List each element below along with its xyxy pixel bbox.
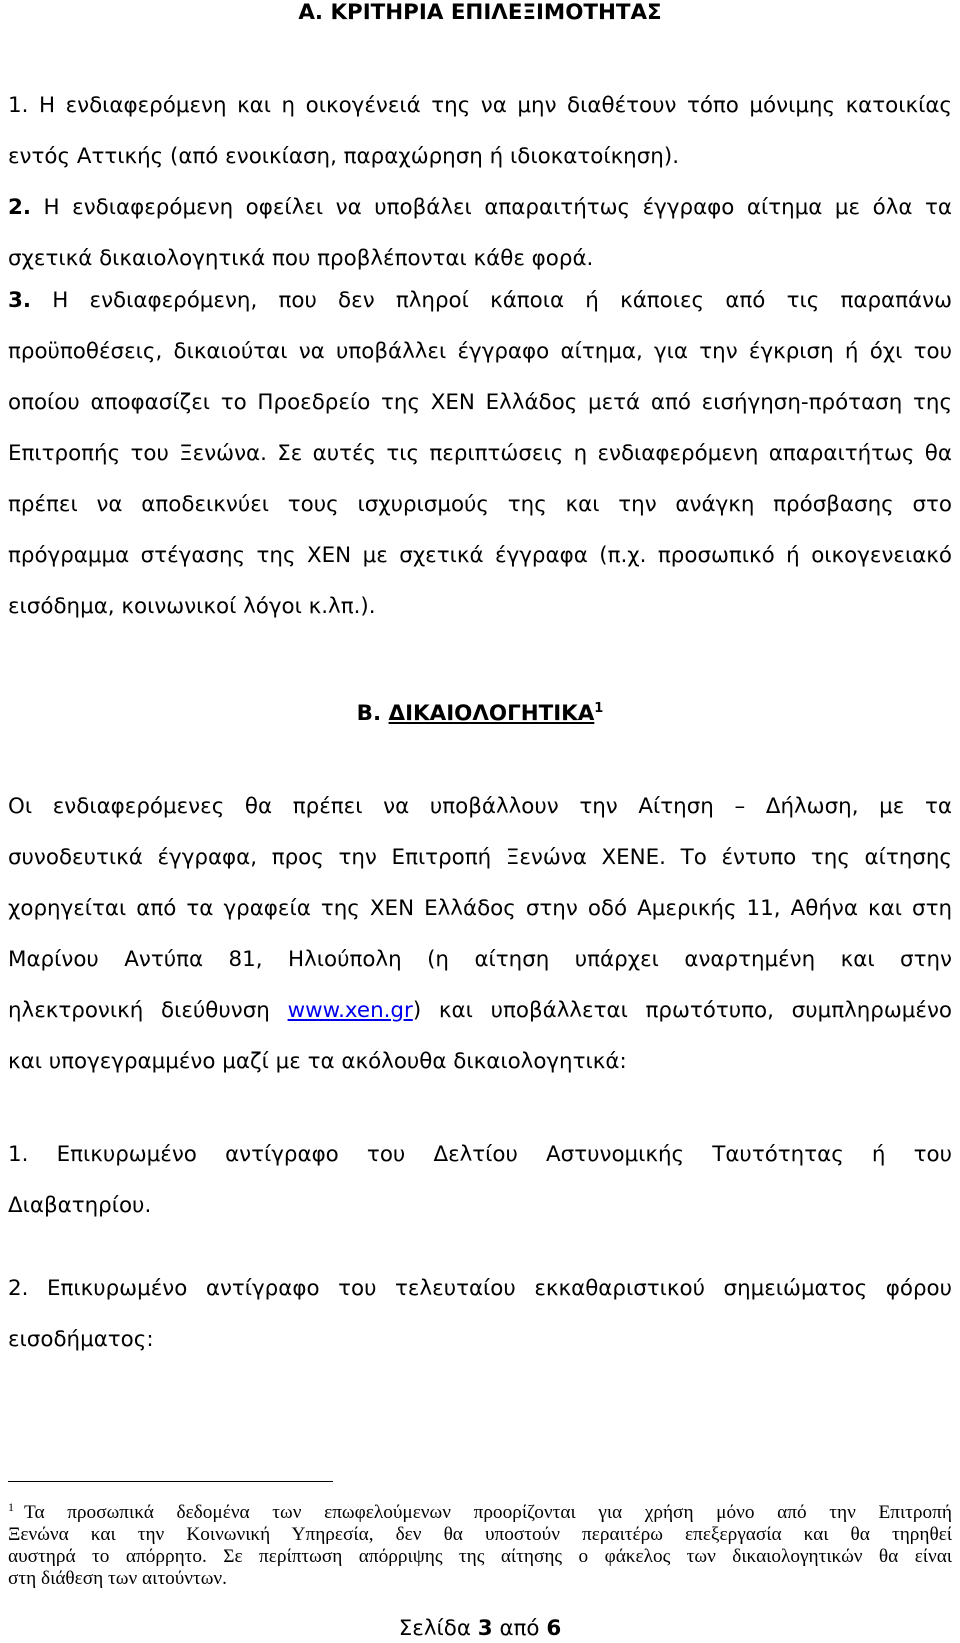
intro-line-5-before: ηλεκτρονική διεύθυνση — [8, 998, 288, 1023]
criterion-2-text: Η ενδιαφερόμενη οφείλει να υποβάλει απαραιτήτως έγγραφο αίτημα με όλα τα — [31, 195, 952, 220]
intro-line-5-after: ) και υποβάλλεται πρωτότυπο, συμπληρωμένο — [412, 998, 953, 1023]
page-number-total: 6 — [546, 1616, 562, 1641]
criterion-3-number: 3. — [8, 288, 32, 313]
section-b-title: ΔΙΚΑΙΟΛΟΓΗΤΙΚΑ — [388, 701, 595, 726]
intro-line-4: Μαρίνου Αντύπα 81, Ηλιούπολη (η αίτηση υπάρχει αναρτημένη και στην — [8, 947, 952, 972]
criterion-2-number: 2. — [8, 195, 32, 220]
criterion-2-line-1 — [8, 195, 952, 221]
page-number — [0, 1616, 960, 1642]
intro-line-1: Οι ενδιαφερόμενες θα πρέπει να υποβάλλουν την Αίτηση – Δήλωση, με τα — [8, 794, 952, 819]
footnote-separator — [8, 1481, 333, 1482]
page-number-current: 3 — [477, 1616, 493, 1641]
page-number-prefix: Σελίδα — [398, 1616, 478, 1641]
footnote-line-4: στη διάθεση των αιτούντων. — [8, 1568, 227, 1589]
criterion-3-line-6: πρόγραμμα στέγασης της ΧΕΝ με σχετικά έγγραφα (π.χ. προσωπικό ή οικογενειακό — [8, 543, 952, 568]
intro-line-6: και υπογεγραμμένο μαζί με τα ακόλουθα δικαιολογητικά: — [8, 1049, 627, 1074]
intro-line-3: χορηγείται από τα γραφεία της ΧΕΝ Ελλάδος στην οδό Αμερικής 11, Αθήνα και στη — [8, 896, 952, 921]
criterion-3-line-5: πρέπει να αποδεικνύει τους ισχυρισμούς της και την ανάγκη πρόσβασης στο — [8, 492, 952, 517]
criterion-1-line-1: 1. Η ενδιαφερόμενη και η οικογένειά της να μην διαθέτουν τόπο μόνιμης κατοικίας — [8, 93, 952, 118]
website-link[interactable]: www.xen.gr — [287, 998, 413, 1023]
criterion-3-line-7: εισόδημα, κοινωνικοί λόγοι κ.λπ.). — [8, 594, 376, 619]
intro-line-5 — [8, 998, 952, 1024]
intro-line-2: συνοδευτικά έγγραφα, προς την Επιτροπή Ξενώνα ΧΕΝΕ. Το έντυπο της αίτησης — [8, 845, 952, 870]
criterion-3-text: Η ενδιαφερόμενη, που δεν πληροί κάποια ή κάποιες από τις παραπάνω — [31, 288, 952, 313]
footnote-reference[interactable]: 1 — [594, 700, 604, 716]
criterion-3-line-2: προϋποθέσεις, δικαιούται να υποβάλλει έγγραφο αίτημα, για την έγκριση ή όχι του — [8, 339, 952, 364]
footnote-line-2: Ξενώνα και την Κοινωνική Υπηρεσία, δεν θα υποστούν περαιτέρω επεξεργασία και θα τηρηθεί — [8, 1524, 952, 1545]
section-b-prefix: Β. — [356, 701, 389, 726]
section-b-heading — [0, 701, 960, 727]
criterion-3-line-1 — [8, 288, 952, 314]
footnote-number: 1 — [8, 1499, 14, 1514]
footnote-line-1-text: Τα προσωπικά δεδομένα των επωφελούμενων προορίζονται για χρήση μόνο από την Επιτροπή — [24, 1502, 952, 1523]
document-1-line-2: Διαβατηρίου. — [8, 1193, 152, 1218]
document-2-line-1: 2. Επικυρωμένο αντίγραφο του τελευταίου εκκαθαριστικού σημειώματος φόρου — [8, 1276, 952, 1301]
document-1-line-1: 1. Επικυρωμένο αντίγραφο του Δελτίου Αστυνομικής Ταυτότητας ή του — [8, 1142, 952, 1167]
footnote-line-3: αυστηρά το απόρρητο. Σε περίπτωση απόρριψης της αίτησης ο φάκελος των δικαιολογητικών θα είναι — [8, 1546, 952, 1567]
page-number-middle: από — [492, 1616, 547, 1641]
section-a-heading: Α. ΚΡΙΤΗΡΙΑ ΕΠΙΛΕΞΙΜΟΤΗΤΑΣ — [298, 0, 662, 25]
criterion-3-line-3: οποίου αποφασίζει το Προεδρείο της ΧΕΝ Ελλάδος μετά από εισήγηση-πρόταση της — [8, 390, 952, 415]
criterion-1-line-2: εντός Αττικής (από ενοικίαση, παραχώρηση ή ιδιοκατοίκηση). — [8, 144, 679, 169]
criterion-3-line-4: Επιτροπής του Ξενώνα. Σε αυτές τις περιπτώσεις η ενδιαφερόμενη απαραιτήτως θα — [8, 441, 952, 466]
criterion-2-line-2: σχετικά δικαιολογητικά που προβλέπονται κάθε φορά. — [8, 246, 594, 271]
footnote-line-1 — [8, 1499, 952, 1524]
document-2-line-2: εισοδήματος: — [8, 1327, 154, 1352]
